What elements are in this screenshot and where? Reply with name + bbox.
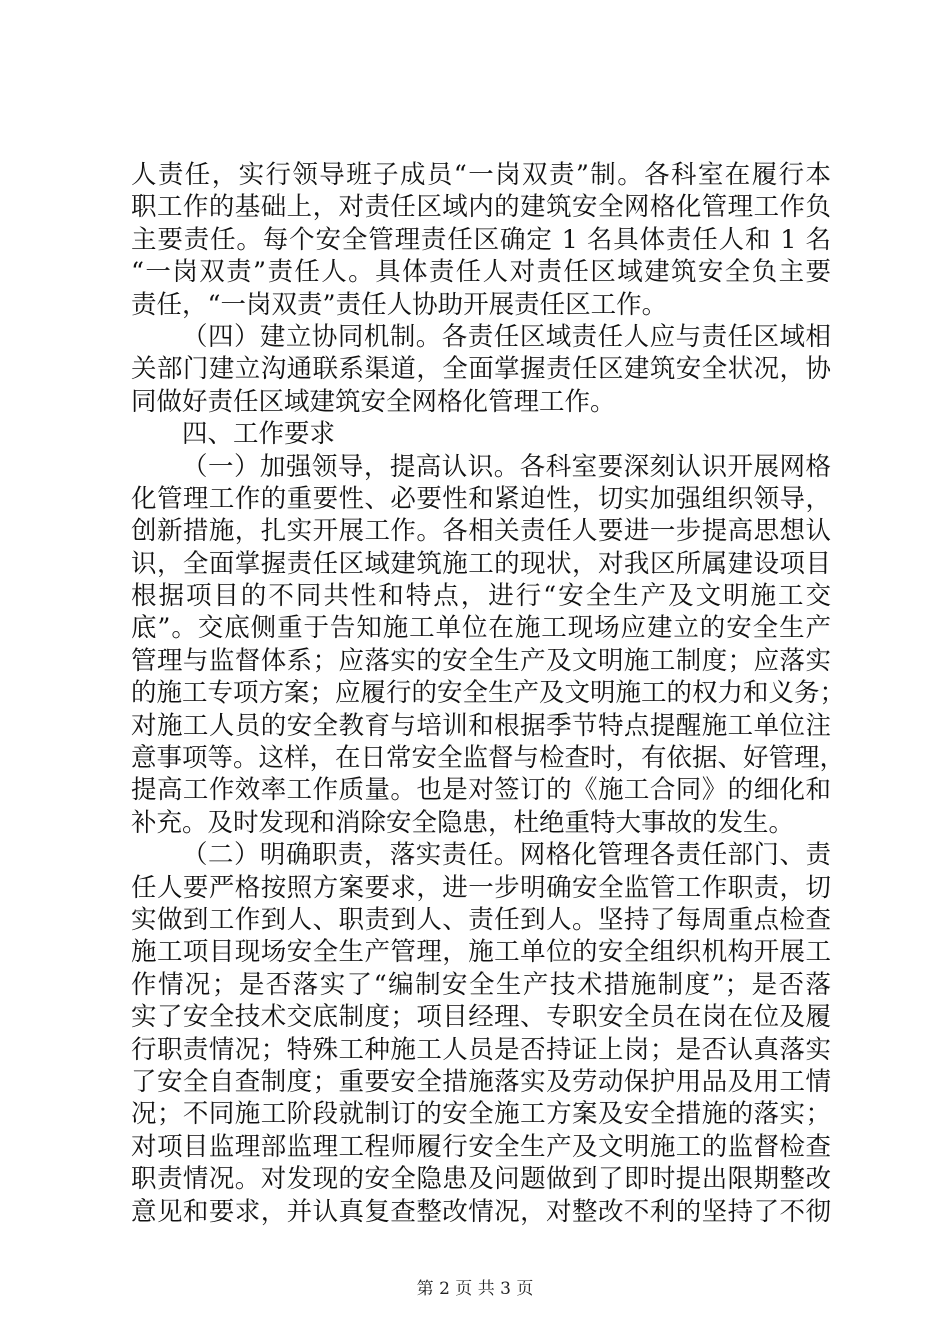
- text-line: 人责任，实行领导班子成员“一岗双责”制。各科室在履行本: [131, 160, 831, 190]
- text-line: 职责情况。对发现的安全隐患及问题做到了即时提出限期整改: [131, 1164, 831, 1195]
- paragraph-start-line: （一）加强领导，提高认识。各科室要深刻认识开展网格: [182, 451, 831, 482]
- document-body: [131, 159, 846, 1228]
- paragraph-start-line: （二）明确职责，落实责任。网格化管理各责任部门、责: [182, 840, 831, 871]
- text-line: 识，全面掌握责任区域建筑施工的现状，对我区所属建设项目: [131, 548, 831, 579]
- text-line: 的施工专项方案；应履行的安全生产及文明施工的权力和义务；: [131, 678, 846, 709]
- section-heading: 四、工作要求: [182, 419, 336, 450]
- text-line: 对项目监理部监理工程师履行安全生产及文明施工的监督检查: [131, 1131, 831, 1162]
- text-line: 创新措施，扎实开展工作。各相关责任人要进一步提高思想认: [131, 516, 831, 547]
- text-line: 职工作的基础上，对责任区域内的建筑安全网格化管理工作负: [131, 192, 831, 223]
- text-line: 化管理工作的重要性、必要性和紧迫性，切实加强组织领导，: [131, 483, 831, 514]
- text-line: 管理与监督体系；应落实的安全生产及文明施工制度；应落实: [131, 645, 831, 676]
- text-line: 实了安全技术交底制度；项目经理、专职安全员在岗在位及履: [131, 1002, 831, 1033]
- text-line: 底”。交底侧重于告知施工单位在施工现场应建立的安全生产: [131, 613, 831, 644]
- text-line: 主要责任。每个安全管理责任区确定 1 名具体责任人和 1 名: [131, 224, 831, 255]
- text-line: 意事项等。这样，在日常安全监督与检查时，有依据、好管理，: [131, 743, 846, 774]
- text-line: 对施工人员的安全教育与培训和根据季节特点提醒施工单位注: [131, 710, 831, 741]
- text-line: 关部门建立沟通联系渠道，全面掌握责任区建筑安全状况，协: [131, 354, 831, 385]
- text-line: 任人要严格按照方案要求，进一步明确安全监管工作职责，切: [131, 872, 831, 903]
- paragraph-start-line: （四）建立协同机制。各责任区域责任人应与责任区域相: [182, 321, 831, 352]
- text-line: 补充。及时发现和消除安全隐患，杜绝重特大事故的发生。: [131, 807, 795, 838]
- text-line: 作情况；是否落实了“编制安全生产技术措施制度”；是否落: [131, 969, 831, 1000]
- page-number-footer: 第 2 页 共 3 页: [416, 1279, 534, 1299]
- text-line: 实做到工作到人、职责到人、责任到人。坚持了每周重点检查: [131, 904, 831, 935]
- text-line: 况；不同施工阶段就制订的安全施工方案及安全措施的落实；: [131, 1099, 831, 1130]
- text-line: “一岗双责”责任人。具体责任人对责任区域建筑安全负主要: [131, 257, 831, 288]
- text-line: 施工项目现场安全生产管理，施工单位的安全组织机构开展工: [131, 937, 831, 968]
- text-line: 责任，“一岗双责”责任人协助开展责任区工作。: [131, 289, 668, 320]
- text-line: 了安全自查制度；重要安全措施落实及劳动保护用品及用工情: [131, 1066, 831, 1097]
- text-line: 意见和要求，并认真复查整改情况，对整改不利的坚持了不彻: [131, 1196, 831, 1227]
- text-line: 根据项目的不同共性和特点，进行“安全生产及文明施工交: [131, 581, 831, 612]
- text-line: 行职责情况；特殊工种施工人员是否持证上岗；是否认真落实: [131, 1034, 831, 1065]
- text-line: 同做好责任区域建筑安全网格化管理工作。: [131, 386, 616, 417]
- text-line: 提高工作效率工作质量。也是对签订的《施工合同》的细化和: [131, 775, 831, 806]
